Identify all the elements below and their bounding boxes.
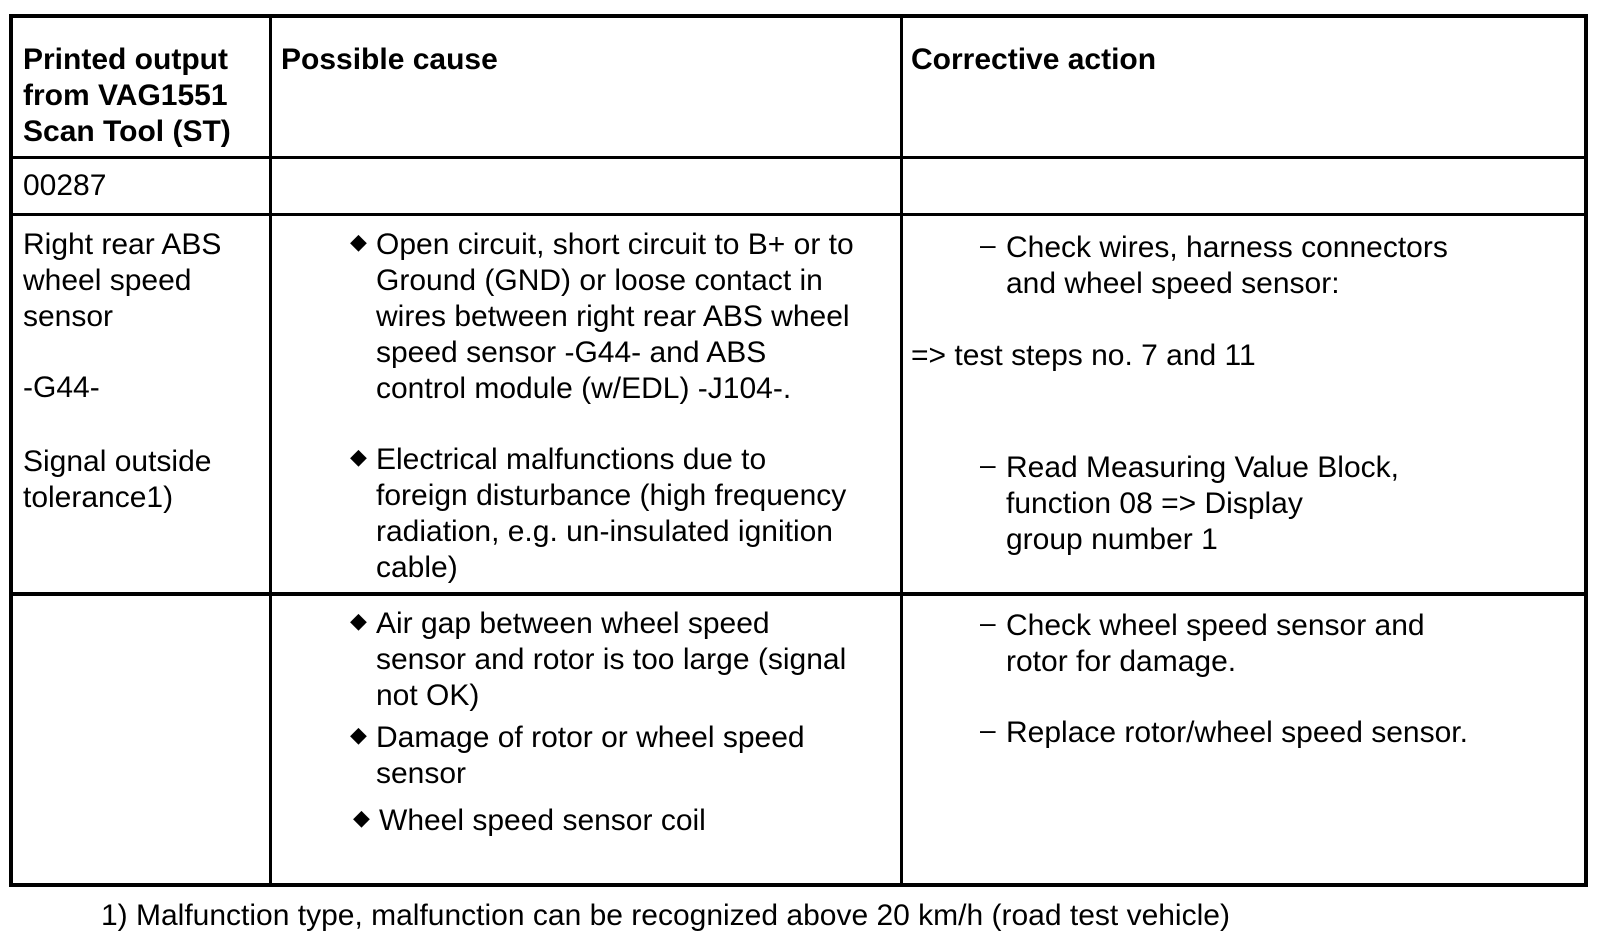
action-item: – Check wires, harness connectors and wheel speed sensor:	[980, 229, 1448, 300]
action-item: – Replace rotor/wheel speed sensor.	[980, 714, 1468, 749]
row-divider-main	[13, 592, 1584, 596]
footnote: 1) Malfunction type, malfunction can be recognized above 20 km/h (road test vehicle)	[101, 899, 1230, 932]
row-divider-header	[13, 156, 1584, 159]
cause-item: ◆ Wheel speed sensor coil	[379, 803, 706, 839]
bullet-icon: ◆	[350, 722, 367, 747]
bullet-icon: ◆	[350, 229, 367, 254]
row-divider-code	[13, 213, 1584, 216]
bullet-icon: ◆	[350, 608, 367, 633]
action-item: – Check wheel speed sensor and rotor for damage.	[980, 607, 1425, 678]
fault-type: Signal outside tolerance1)	[23, 445, 212, 514]
dash-icon: –	[980, 714, 996, 745]
fault-code: 00287	[23, 169, 107, 202]
header-printed-output: Printed output from VAG1551 Scan Tool (ST)	[23, 43, 231, 148]
dash-icon: –	[980, 607, 996, 638]
component-name: Right rear ABS wheel speed sensor	[23, 228, 222, 333]
bullet-icon: ◆	[353, 805, 370, 830]
header-possible-cause: Possible cause	[281, 43, 498, 76]
bullet-icon: ◆	[350, 444, 367, 469]
cause-item: ◆ Air gap between wheel speed sensor and rotor is too large (signal not OK)	[376, 606, 846, 714]
dash-icon: –	[980, 449, 996, 480]
cause-item: ◆ Electrical malfunctions due to foreign disturbance (high frequency radiation, e.g. un-insulated ignition cable)	[376, 442, 846, 586]
column-divider-1	[269, 18, 272, 883]
diagnostic-table	[9, 14, 1588, 887]
header-corrective-action: Corrective action	[911, 43, 1157, 76]
component-id: -G44-	[23, 371, 100, 404]
cause-item: ◆ Open circuit, short circuit to B+ or to Ground (GND) or loose contact in wires between right rear ABS wheel speed sensor -G44- and ABS control module (w/EDL) -J104-.	[376, 227, 854, 407]
cause-item: ◆ Damage of rotor or wheel speed sensor	[376, 720, 805, 792]
dash-icon: –	[980, 229, 996, 260]
test-steps-reference: => test steps no. 7 and 11	[911, 339, 1256, 372]
action-item: – Read Measuring Value Block, function 08 => Display group number 1	[980, 449, 1399, 556]
column-divider-2	[900, 18, 903, 883]
